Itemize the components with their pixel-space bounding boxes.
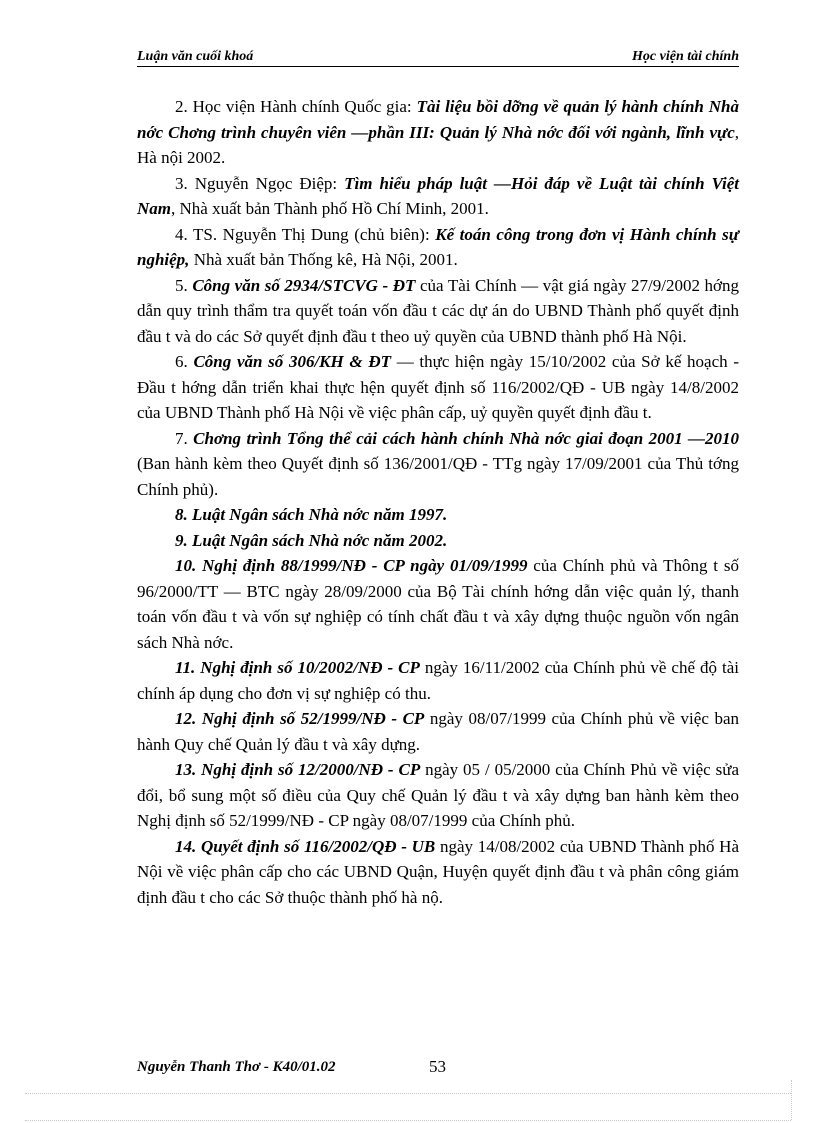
header-right: Học viện tài chính (632, 49, 739, 64)
reference-item: 7. Chơng trình Tổng thể cải cách hành chính Nhà nớc giai đoạn 2001 —2010 (Ban hành kèm theo Quyết định số 136/2001/QĐ - TTg ngày 17/09/2001 của Thủ tớng Chính phủ). (137, 428, 740, 499)
reference-item: 4. TS. Nguyễn Thị Dung (chủ biên): Kế toán công trong đơn vị Hành chính sự nghiệp, Nhà xuất bản Thống kê, Hà Nội, 2001. (137, 224, 739, 269)
reference-item: 11. Nghị định số 10/2002/NĐ - CP ngày 16/11/2002 của Chính phủ về chế độ tài chính áp dụng cho đơn vị sự nghiệp có thu. (137, 658, 739, 703)
right-dotted-line (791, 1080, 792, 1120)
reference-item: 12. Nghị định số 52/1999/NĐ - CP ngày 08/07/1999 của Chính phủ về việc ban hành Quy chế Quản lý đầu t và xây dựng. (137, 709, 739, 754)
page-number: 53 (429, 1057, 446, 1076)
reference-item: 5. Công văn số 2934/STCVG - ĐT của Tài Chính — vật giá ngày 27/9/2002 hớng dẫn quy trình thẩm tra quyết toán vốn đầu t các dự án do UBND Thành phố quyết định đầu t và do các Sở quyết định đầu t theo uỷ quyền của UBND thành phố Hà Nội. (137, 275, 740, 346)
footer-author: Nguyễn Thanh Thơ - K40/01.02 (137, 1059, 336, 1075)
bottom-dotted-line (25, 1120, 791, 1121)
reference-item: 14. Quyết định số 116/2002/QĐ - UB ngày 14/08/2002 của UBND Thành phố Hà Nội về việc phân cấp cho các UBND Quận, Huyện quyết định đầu t và phân công giám định đầu t cho các Sở thuộc thành phố hà nộ. (137, 836, 739, 907)
reference-item: 3. Nguyễn Ngọc Điệp: Tìm hiểu pháp luật —Hỏi đáp về Luật tài chính Việt Nam, Nhà xuất bản Thành phố Hồ Chí Minh, 2001. (137, 173, 739, 218)
bottom-dotted-line (25, 1093, 791, 1094)
reference-item: 6. Công văn số 306/KH & ĐT — thực hiện ngày 15/10/2002 của Sở kế hoạch - Đầu t hớng dẫn triển khai thực hện quyết định số 116/2002/QĐ - UB ngày 14/8/2002 của UBND Thành phố Hà Nội về việc phân cấp, uỷ quyền quyết định đầu t. (137, 352, 739, 422)
header-left: Luận văn cuối khoá (137, 49, 254, 64)
reference-item: 10. Nghị định 88/1999/NĐ - CP ngày 01/09/1999 của Chính phủ và Thông t số 96/2000/TT — BTC ngày 28/09/2000 của Bộ Tài chính hớng dẫn việc quản lý, thanh toán vốn đầu t và vốn sự nghiệp có tính chất đầu t và xây dựng thuộc nguồn vốn ngân sách Nhà nớc. (137, 556, 739, 652)
reference-item: 13. Nghị định số 12/2000/NĐ - CP ngày 05 / 05/2000 của Chính Phủ về việc sửa đổi, bổ sung một số điều của Quy chế Quản lý đầu t và xây dựng ban hành kèm theo Nghị định số 52/1999/NĐ - CP ngày 08/07/1999 của Chính phủ. (137, 760, 739, 830)
reference-item: 9. Luật Ngân sách Nhà nớc năm 2002. (175, 530, 448, 550)
page-footer (137, 1057, 446, 1076)
reference-item: 8. Luật Ngân sách Nhà nớc năm 1997. (175, 505, 448, 524)
page-header (137, 50, 739, 67)
reference-item: 2. Học viện Hành chính Quốc gia: Tài liệu bồi dỡng về quản lý hành chính Nhà nớc Chơng trình chuyên viên —phần III: Quản lý Nhà nớc đối với ngành, lĩnh vực, Hà nội 2002. (137, 97, 740, 167)
reference-list (137, 94, 739, 910)
